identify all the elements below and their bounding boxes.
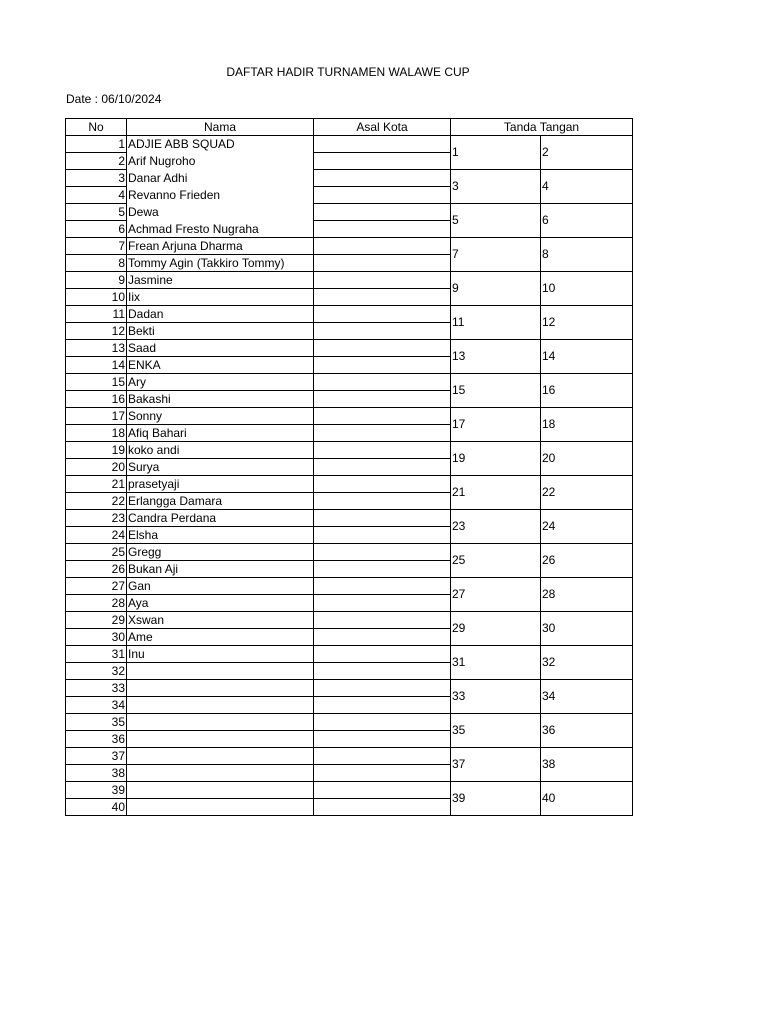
- asal-kota-cell[interactable]: [314, 289, 451, 306]
- asal-kota-cell[interactable]: [314, 170, 451, 187]
- row-number: 31: [66, 646, 127, 663]
- asal-kota-cell[interactable]: [314, 544, 451, 561]
- participant-name: [127, 697, 314, 714]
- document-title: DAFTAR HADIR TURNAMEN WALAWE CUP: [226, 65, 470, 79]
- signature-cell-right[interactable]: 34: [541, 680, 633, 714]
- participant-name: [127, 748, 314, 765]
- row-number: 14: [66, 357, 127, 374]
- participant-name: Achmad Fresto Nugraha: [127, 221, 314, 238]
- asal-kota-cell[interactable]: [314, 323, 451, 340]
- participant-name: Ame: [127, 629, 314, 646]
- table-row: [66, 578, 633, 595]
- row-number: 36: [66, 731, 127, 748]
- row-number: 15: [66, 374, 127, 391]
- signature-cell-left[interactable]: 35: [451, 714, 541, 748]
- table-row: [66, 238, 633, 255]
- header-nama: Nama: [127, 119, 314, 136]
- signature-cell-right[interactable]: 24: [541, 510, 633, 544]
- participant-name: ENKA: [127, 357, 314, 374]
- signature-cell-right[interactable]: 18: [541, 408, 633, 442]
- signature-cell-right[interactable]: 26: [541, 544, 633, 578]
- participant-name: Saad: [127, 340, 314, 357]
- signature-cell-left[interactable]: 27: [451, 578, 541, 612]
- participant-name: Ary: [127, 374, 314, 391]
- participant-name: Iix: [127, 289, 314, 306]
- row-number: 33: [66, 680, 127, 697]
- signature-cell-right[interactable]: 12: [541, 306, 633, 340]
- participant-name: Jasmine: [127, 272, 314, 289]
- asal-kota-cell[interactable]: [314, 612, 451, 629]
- asal-kota-cell[interactable]: [314, 306, 451, 323]
- row-number: 29: [66, 612, 127, 629]
- asal-kota-cell[interactable]: [314, 527, 451, 544]
- signature-cell-right[interactable]: 8: [541, 238, 633, 272]
- signature-cell-left[interactable]: 19: [451, 442, 541, 476]
- asal-kota-cell[interactable]: [314, 782, 451, 799]
- participant-name: Inu: [127, 646, 314, 663]
- row-number: 39: [66, 782, 127, 799]
- signature-cell-left[interactable]: 21: [451, 476, 541, 510]
- row-number: 13: [66, 340, 127, 357]
- row-number: 22: [66, 493, 127, 510]
- participant-name: Dewa: [127, 204, 314, 221]
- asal-kota-cell[interactable]: [314, 799, 451, 816]
- attendance-table: [65, 118, 633, 816]
- row-number: 1: [66, 136, 127, 153]
- row-number: 5: [66, 204, 127, 221]
- table-row: [66, 136, 633, 153]
- participant-name: Xswan: [127, 612, 314, 629]
- participant-name: Danar Adhi: [127, 170, 314, 187]
- table-row: [66, 408, 633, 425]
- table-row: [66, 204, 633, 221]
- participant-name: [127, 782, 314, 799]
- header-asal-kota: Asal Kota: [314, 119, 451, 136]
- participant-name: [127, 799, 314, 816]
- signature-cell-right[interactable]: 28: [541, 578, 633, 612]
- table-row: [66, 170, 633, 187]
- asal-kota-cell[interactable]: [314, 238, 451, 255]
- row-number: 19: [66, 442, 127, 459]
- row-number: 21: [66, 476, 127, 493]
- participant-name: [127, 680, 314, 697]
- participant-name: Aya: [127, 595, 314, 612]
- participant-name: koko andi: [127, 442, 314, 459]
- participant-name: [127, 714, 314, 731]
- row-number: 27: [66, 578, 127, 595]
- participant-name: ADJIE ABB SQUAD: [127, 136, 314, 153]
- participant-name: Tommy Agin (Takkiro Tommy): [127, 255, 314, 272]
- signature-cell-left[interactable]: 11: [451, 306, 541, 340]
- participant-name: Frean Arjuna Dharma: [127, 238, 314, 255]
- row-number: 10: [66, 289, 127, 306]
- row-number: 9: [66, 272, 127, 289]
- table-row: [66, 510, 633, 527]
- signature-cell-left[interactable]: 7: [451, 238, 541, 272]
- asal-kota-cell[interactable]: [314, 578, 451, 595]
- asal-kota-cell[interactable]: [314, 561, 451, 578]
- asal-kota-cell[interactable]: [314, 136, 451, 153]
- table-row: [66, 272, 633, 289]
- signature-cell-right[interactable]: 4: [541, 170, 633, 204]
- table-header-row: [66, 119, 633, 136]
- document-date: Date : 06/10/2024: [66, 92, 162, 106]
- row-number: 28: [66, 595, 127, 612]
- row-number: 34: [66, 697, 127, 714]
- table-row: [66, 374, 633, 391]
- participant-name: Surya: [127, 459, 314, 476]
- asal-kota-cell[interactable]: [314, 340, 451, 357]
- row-number: 3: [66, 170, 127, 187]
- row-number: 25: [66, 544, 127, 561]
- asal-kota-cell[interactable]: [314, 714, 451, 731]
- row-number: 4: [66, 187, 127, 204]
- row-number: 40: [66, 799, 127, 816]
- participant-name: Bakashi: [127, 391, 314, 408]
- participant-name: Gregg: [127, 544, 314, 561]
- asal-kota-cell[interactable]: [314, 476, 451, 493]
- table-row: [66, 306, 633, 323]
- header-no: No: [66, 119, 127, 136]
- table-row: [66, 714, 633, 731]
- participant-name: Candra Perdana: [127, 510, 314, 527]
- asal-kota-cell[interactable]: [314, 680, 451, 697]
- table-body: [66, 136, 633, 816]
- row-number: 11: [66, 306, 127, 323]
- asal-kota-cell[interactable]: [314, 374, 451, 391]
- asal-kota-cell[interactable]: [314, 204, 451, 221]
- asal-kota-cell[interactable]: [314, 646, 451, 663]
- row-number: 32: [66, 663, 127, 680]
- table-row: [66, 442, 633, 459]
- signature-cell-right[interactable]: 2: [541, 136, 633, 170]
- asal-kota-cell[interactable]: [314, 391, 451, 408]
- asal-kota-cell[interactable]: [314, 493, 451, 510]
- row-number: 37: [66, 748, 127, 765]
- signature-cell-left[interactable]: 31: [451, 646, 541, 680]
- signature-cell-left[interactable]: 5: [451, 204, 541, 238]
- row-number: 2: [66, 153, 127, 170]
- signature-cell-left[interactable]: 33: [451, 680, 541, 714]
- signature-cell-right[interactable]: 22: [541, 476, 633, 510]
- asal-kota-cell[interactable]: [314, 255, 451, 272]
- signature-cell-left[interactable]: 17: [451, 408, 541, 442]
- participant-name: [127, 663, 314, 680]
- table-row: [66, 612, 633, 629]
- signature-cell-left[interactable]: 15: [451, 374, 541, 408]
- asal-kota-cell[interactable]: [314, 663, 451, 680]
- header-tanda-tangan: Tanda Tangan: [451, 119, 633, 136]
- signature-cell-right[interactable]: 6: [541, 204, 633, 238]
- participant-name: Bekti: [127, 323, 314, 340]
- participant-name: Gan: [127, 578, 314, 595]
- asal-kota-cell[interactable]: [314, 765, 451, 782]
- row-number: 17: [66, 408, 127, 425]
- participant-name: prasetyaji: [127, 476, 314, 493]
- row-number: 30: [66, 629, 127, 646]
- signature-cell-right[interactable]: 14: [541, 340, 633, 374]
- signature-cell-left[interactable]: 39: [451, 782, 541, 816]
- row-number: 8: [66, 255, 127, 272]
- row-number: 20: [66, 459, 127, 476]
- signature-cell-left[interactable]: 23: [451, 510, 541, 544]
- participant-name: [127, 731, 314, 748]
- participant-name: Sonny: [127, 408, 314, 425]
- signature-cell-left[interactable]: 37: [451, 748, 541, 782]
- table-row: [66, 782, 633, 799]
- row-number: 18: [66, 425, 127, 442]
- row-number: 26: [66, 561, 127, 578]
- asal-kota-cell[interactable]: [314, 697, 451, 714]
- table-row: [66, 340, 633, 357]
- signature-cell-right[interactable]: 20: [541, 442, 633, 476]
- signature-cell-right[interactable]: 10: [541, 272, 633, 306]
- asal-kota-cell[interactable]: [314, 357, 451, 374]
- row-number: 16: [66, 391, 127, 408]
- asal-kota-cell[interactable]: [314, 425, 451, 442]
- table-row: [66, 748, 633, 765]
- participant-name: Elsha: [127, 527, 314, 544]
- table-row: [66, 476, 633, 493]
- participant-name: Arif Nugroho: [127, 153, 314, 170]
- row-number: 6: [66, 221, 127, 238]
- participant-name: Erlangga Damara: [127, 493, 314, 510]
- asal-kota-cell[interactable]: [314, 408, 451, 425]
- participant-name: [127, 765, 314, 782]
- asal-kota-cell[interactable]: [314, 731, 451, 748]
- row-number: 12: [66, 323, 127, 340]
- asal-kota-cell[interactable]: [314, 187, 451, 204]
- row-number: 35: [66, 714, 127, 731]
- signature-cell-left[interactable]: 3: [451, 170, 541, 204]
- asal-kota-cell[interactable]: [314, 221, 451, 238]
- asal-kota-cell[interactable]: [314, 510, 451, 527]
- signature-cell-left[interactable]: 1: [451, 136, 541, 170]
- signature-cell-right[interactable]: 30: [541, 612, 633, 646]
- signature-cell-right[interactable]: 16: [541, 374, 633, 408]
- participant-name: Bukan Aji: [127, 561, 314, 578]
- row-number: 24: [66, 527, 127, 544]
- asal-kota-cell[interactable]: [314, 442, 451, 459]
- signature-cell-left[interactable]: 13: [451, 340, 541, 374]
- participant-name: Afiq Bahari: [127, 425, 314, 442]
- asal-kota-cell[interactable]: [314, 272, 451, 289]
- participant-name: Dadan: [127, 306, 314, 323]
- row-number: 38: [66, 765, 127, 782]
- asal-kota-cell[interactable]: [314, 459, 451, 476]
- participant-name: Revanno Frieden: [127, 187, 314, 204]
- asal-kota-cell[interactable]: [314, 748, 451, 765]
- asal-kota-cell[interactable]: [314, 153, 451, 170]
- signature-cell-right[interactable]: 38: [541, 748, 633, 782]
- signature-cell-right[interactable]: 40: [541, 782, 633, 816]
- row-number: 7: [66, 238, 127, 255]
- signature-cell-left[interactable]: 25: [451, 544, 541, 578]
- asal-kota-cell[interactable]: [314, 629, 451, 646]
- asal-kota-cell[interactable]: [314, 595, 451, 612]
- signature-cell-right[interactable]: 36: [541, 714, 633, 748]
- table-row: [66, 680, 633, 697]
- signature-cell-left[interactable]: 9: [451, 272, 541, 306]
- signature-cell-left[interactable]: 29: [451, 612, 541, 646]
- row-number: 23: [66, 510, 127, 527]
- table-row: [66, 544, 633, 561]
- signature-cell-right[interactable]: 32: [541, 646, 633, 680]
- table-row: [66, 646, 633, 663]
